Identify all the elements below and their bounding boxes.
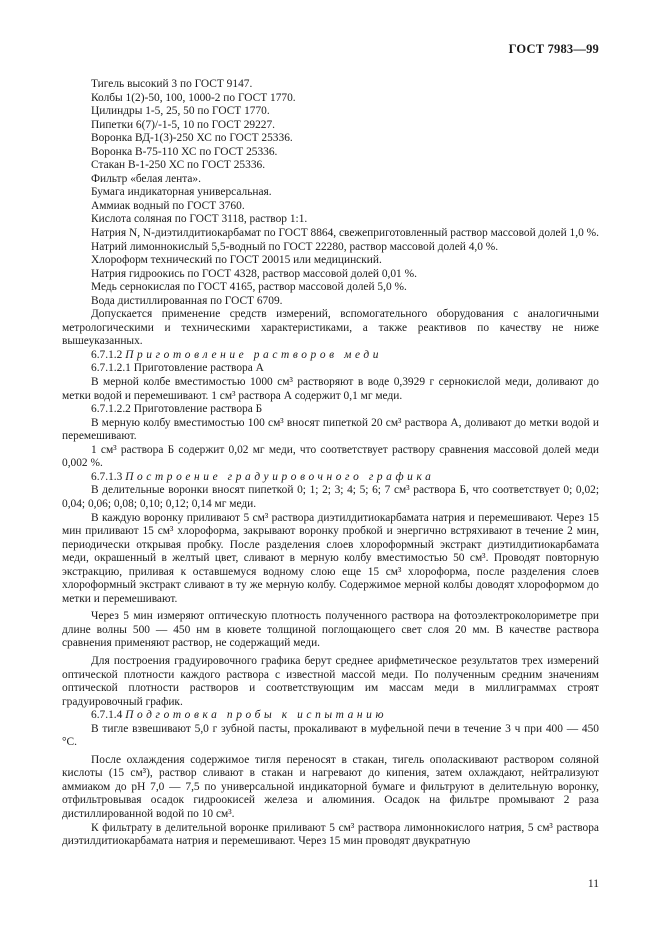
paragraph: После охлаждения содержимое тигля переносят в стакан, тигель ополаскивают раствором соляной кислоты (15 см³), раствор сливают в стакан и нагревают до кипения, затем охлаждают, нейтрализуют аммиаком до pH 7,0 — 7,5 по универсальной индикаторной бумаге и фильтруют в делительную воронку, отфильтровывая осадок гидроокисей железа и алюминия. Осадок на фильтре промывают 2 раза дистиллированной водой по 10 см³. <box>62 753 599 820</box>
reagent-item: Вода дистиллированная по ГОСТ 6709. <box>91 294 283 307</box>
standard-header: ГОСТ 7983—99 <box>508 42 599 56</box>
section-number: 6.7.1.3 <box>91 470 123 483</box>
paragraph: 1 см³ раствора Б содержит 0,02 мг меди, что соответствует раствору сравнения массовой долей меди 0,002 %. <box>62 443 599 470</box>
equipment-item: Стакан В-1-250 ХС по ГОСТ 25336. <box>91 159 266 172</box>
reagent-item: Натрия гидроокись по ГОСТ 4328, раствор массовой долей 0,01 %. <box>91 267 417 280</box>
paragraph: В тигле взвешивают 5,0 г зубной пасты, прокаливают в муфельной печи в течение 3 ч при 400 — 450 °С. <box>62 722 599 749</box>
section-title: Подготовка пробы к испытанию <box>125 709 388 722</box>
reagent-item: Натрий лимоннокислый 5,5-водный по ГОСТ 22280, раствор массовой долей 4,0 %. <box>91 240 499 253</box>
subsection-heading: 6.7.1.2.1 Приготовление раствора А <box>91 362 264 375</box>
subsection-heading: 6.7.1.2.2 Приготовление раствора Б <box>91 403 263 416</box>
reagent-item: Бумага индикаторная универсальная. <box>91 186 272 199</box>
paragraph: Для построения градуировочного графика берут среднее арифметическое результатов трех измерений оптической плотности каждого раствора с известной массой меди. По полученным средним значениям оптической плотности растворов и соответствующим им массам меди в миллиграммах строят градуировочный график. <box>62 654 599 708</box>
section-number: 6.7.1.4 <box>91 709 123 722</box>
equipment-item: Воронка ВД-1(3)-250 ХС по ГОСТ 25336. <box>91 132 293 145</box>
section-title: Построение градуировочного графика <box>125 470 435 483</box>
equipment-item: Колбы 1(2)-50, 100, 1000-2 по ГОСТ 1770. <box>91 91 296 104</box>
paragraph: В мерной колбе вместимостью 1000 см³ растворяют в воде 0,3929 г сернокислой меди, доливают до метки водой и перемешивают. 1 см³ раствора А содержит 0,1 мг меди. <box>62 376 599 402</box>
reagent-item: Хлороформ технический по ГОСТ 20015 или медицинский. <box>91 254 382 267</box>
page-body <box>62 78 599 849</box>
equipment-item: Воронка В-75-110 ХС по ГОСТ 25336. <box>91 145 278 158</box>
paragraph: В каждую воронку приливают 5 см³ раствора диэтилдитиокарбамата натрия и перемешивают. Через 15 мин приливают 15 см³ хлороформа, закрывают воронку пробкой и энергично встряхивают в течение 2 мин, периодически открывая пробку. После разделения слоев хлороформный экстракт диэтилдитиокарбамата меди, окрашенный в желтый цвет, сливают в мерную колбу вместимостью 50 см³. Проводят повторную экстракцию, приливая к оставшемуся водному слою еще 15 см³ хлороформа, после разделения слоев хлороформный экстракт сливают в ту же мерную колбу. Содержимое мерной колбы доводят хлороформом до метки и перемешивают. <box>62 511 599 605</box>
paragraph: В делительные воронки вносят пипеткой 0; 1; 2; 3; 4; 5; 6; 7 см³ раствора Б, что соответствует 0; 0,02; 0,04; 0,06; 0,08; 0,10; 0,12; 0,14 мг меди. <box>62 484 599 510</box>
paragraph: Через 5 мин измеряют оптическую плотность полученного раствора на фотоэлектроколориметре при длине волны 500 — 450 нм в кювете толщиной поглощающего свет слоя 20 мм. В качестве раствора сравнения применяют раствор, не содержащий меди. <box>62 610 599 650</box>
equipment-item: Пипетки 6(7)/-1-5, 10 по ГОСТ 29227. <box>91 118 276 131</box>
equipment-item: Фильтр «белая лента». <box>91 172 201 185</box>
equipment-item: Тигель высокий 3 по ГОСТ 9147. <box>91 78 253 90</box>
reagent-item: Кислота соляная по ГОСТ 3118, раствор 1:1. <box>91 213 308 226</box>
paragraph: Допускается применение средств измерений, вспомогательного оборудования с аналогичными метрологическими и техническими характеристиками, а также реактивов по качеству не ниже вышеуказанных. <box>62 308 599 348</box>
section-heading <box>62 471 599 485</box>
reagent-item: Медь сернокислая по ГОСТ 4165, раствор массовой долей 5,0 %. <box>91 281 407 294</box>
paragraph: В мерную колбу вместимостью 100 см³ вносят пипеткой 20 см³ раствора А, доливают до метки водой и перемешивают. <box>62 416 599 443</box>
reagent-item: Натрия N, N-диэтилдитиокарбамат по ГОСТ 8864, свежеприготовленный раствор массовой долей 1,0 %. <box>91 227 599 240</box>
section-title: Приготовление растворов меди <box>125 348 383 361</box>
paragraph: К фильтрату в делительной воронке приливают 5 см³ раствора лимоннокислого натрия, 5 см³ раствора диэтилдитиокарбамата натрия и перемешивают. Через 15 мин проводят двукратную <box>62 821 599 848</box>
equipment-item: Цилиндры 1-5, 25, 50 по ГОСТ 1770. <box>91 105 270 118</box>
section-heading <box>62 349 599 363</box>
section-heading <box>62 709 599 723</box>
page-number: 11 <box>587 878 599 890</box>
reagent-item: Аммиак водный по ГОСТ 3760. <box>91 199 245 212</box>
section-number: 6.7.1.2 <box>91 348 123 361</box>
